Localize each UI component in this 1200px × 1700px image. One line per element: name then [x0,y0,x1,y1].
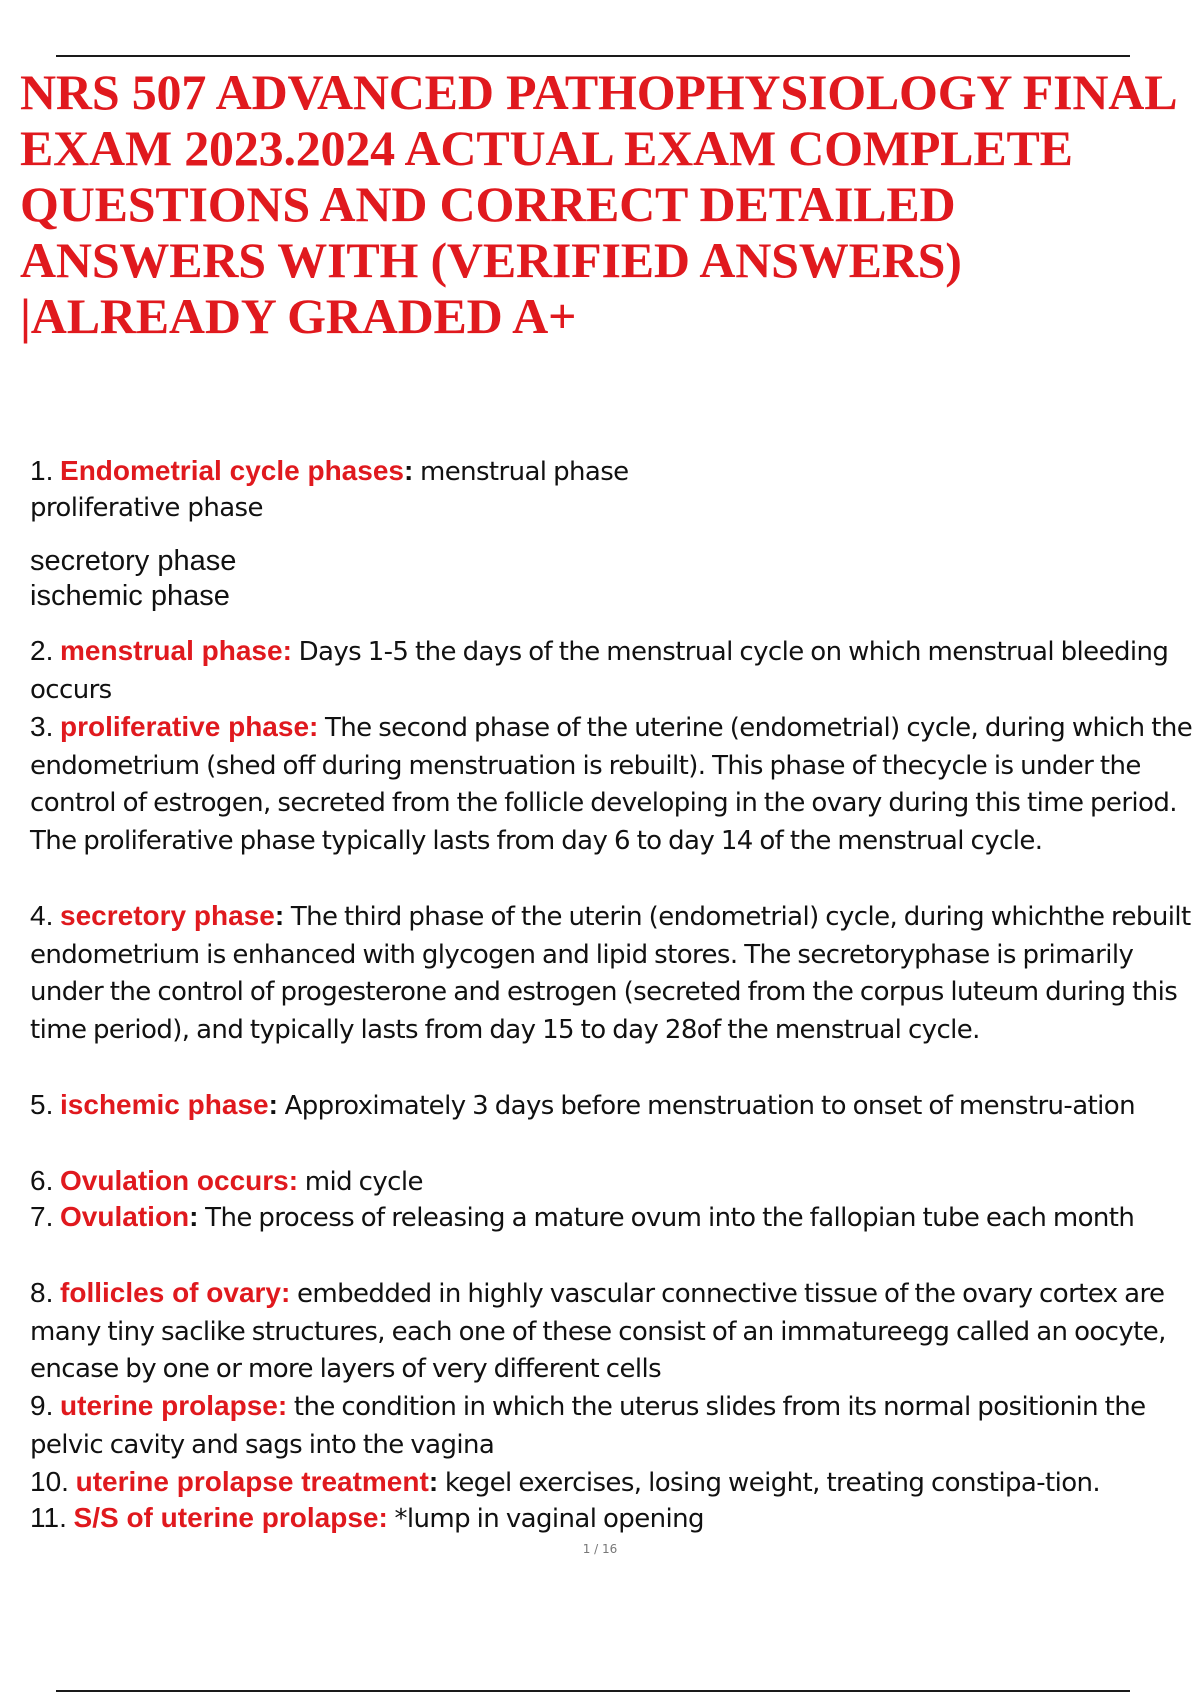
item-answer: The process of releasing a mature ovum into the fallopian tube each month [205,1203,1135,1233]
qa-item-8 [30,1274,1195,1389]
item-answer: kegel exercises, losing weight, treating constipa-tion. [444,1468,1101,1498]
item-answer: mid cycle [304,1167,423,1197]
item-colon: : [277,1390,288,1421]
item-number: 8. [30,1277,54,1308]
item-colon: : [274,900,285,931]
qa-item-2 [30,632,1195,709]
item-colon: : [403,455,414,486]
item-colon: : [378,1502,388,1533]
qa-item-7 [30,1198,1195,1238]
bottom-rule [56,1690,1130,1692]
item-term: uterine prolapse treatment [75,1466,429,1497]
item-number: 6. [30,1165,54,1196]
item-answer: Approximately 3 days before menstruation to onset of menstru-ation [284,1091,1135,1121]
qa-item-4 [30,897,1195,1049]
item-term: uterine prolapse [60,1390,278,1421]
item-answer: The third phase of the uterin (endometrial) cycle, during whichthe rebuilt endometrium is enhanced with glycogen and lipid stores. The secretoryphase is primarily under the control of progesterone and estrogen (secreted from the corpus luteum during this time period), and typically lasts from day 15 to day 28of the menstrual cycle. [30,902,1191,1045]
item-colon: : [268,1089,278,1120]
item-number: 5. [30,1089,54,1120]
qa-item-9 [30,1387,1195,1464]
item-number: 11. [30,1502,67,1533]
item-term: proliferative phase [60,711,310,742]
item-number: 2. [30,635,54,666]
qa-item-6 [30,1162,1195,1202]
item-number: 1. [30,455,54,486]
top-rule [56,55,1130,57]
item-1-line-ischemic: ischemic phase [30,580,230,612]
item-answer: Days 1-5 the days of the menstrual cycle on which menstrual bleeding occurs [30,637,1169,705]
item-term: ischemic phase [60,1089,269,1120]
item-answer: the condition in which the uterus slides from its normal positionin the pelvic cavity and sags into the vagina [30,1392,1146,1460]
item-answer: embedded in highly vascular connective tissue of the ovary cortex are many tiny saclike structures, each one of these consist of an immatureegg called an oocyte, encase by one or more layers of very different cells [30,1279,1166,1384]
item-colon: : [281,1277,291,1308]
qa-item-1 [30,452,1195,492]
page-number: 1 / 16 [582,1542,618,1556]
item-term: follicles of ovary [60,1277,281,1308]
item-term: secretory phase [60,900,275,931]
item-colon: : [309,711,319,742]
item-term: S/S of uterine prolapse [73,1502,379,1533]
item-number: 3. [30,711,54,742]
item-colon: : [282,635,292,666]
item-number: 10. [30,1466,69,1497]
item-colon: : [189,1201,199,1232]
item-1-line-secretory: secretory phase [30,545,237,577]
item-answer: menstrual phase [419,457,629,487]
item-term: Endometrial cycle phases [60,455,404,486]
qa-item-10 [30,1463,1195,1503]
item-number: 9. [30,1390,54,1421]
item-term: menstrual phase [60,635,283,666]
item-term: Ovulation [60,1201,190,1232]
document-title: NRS 507 ADVANCED PATHOPHYSIOLOGY FINAL EXAM 2023.2024 ACTUAL EXAM COMPLETE QUESTIONS AND CORRECT DETAILED ANSWERS WITH (VERIFIED ANSWERS) |ALREADY GRADED A+ [20,64,1175,344]
item-colon: : [428,1466,439,1497]
item-number: 7. [30,1201,54,1232]
item-number: 4. [30,900,54,931]
qa-item-5 [30,1086,1195,1126]
item-term: Ovulation occurs [60,1165,289,1196]
qa-item-3 [30,708,1195,860]
item-answer: The second phase of the uterine (endometrial) cycle, during which the endometrium (shed off during menstruation is rebuilt). This phase of thecycle is under the control of estrogen, secreted from the follicle developing in the ovary during this time period. The proliferative phase typically lasts from day 6 to day 14 of the menstrual cycle. [30,713,1193,856]
item-answer: *lump in vaginal opening [394,1504,704,1534]
item-colon: : [288,1165,299,1196]
item-1-line-proliferative: proliferative phase [30,493,263,523]
qa-item-11 [30,1499,1195,1539]
